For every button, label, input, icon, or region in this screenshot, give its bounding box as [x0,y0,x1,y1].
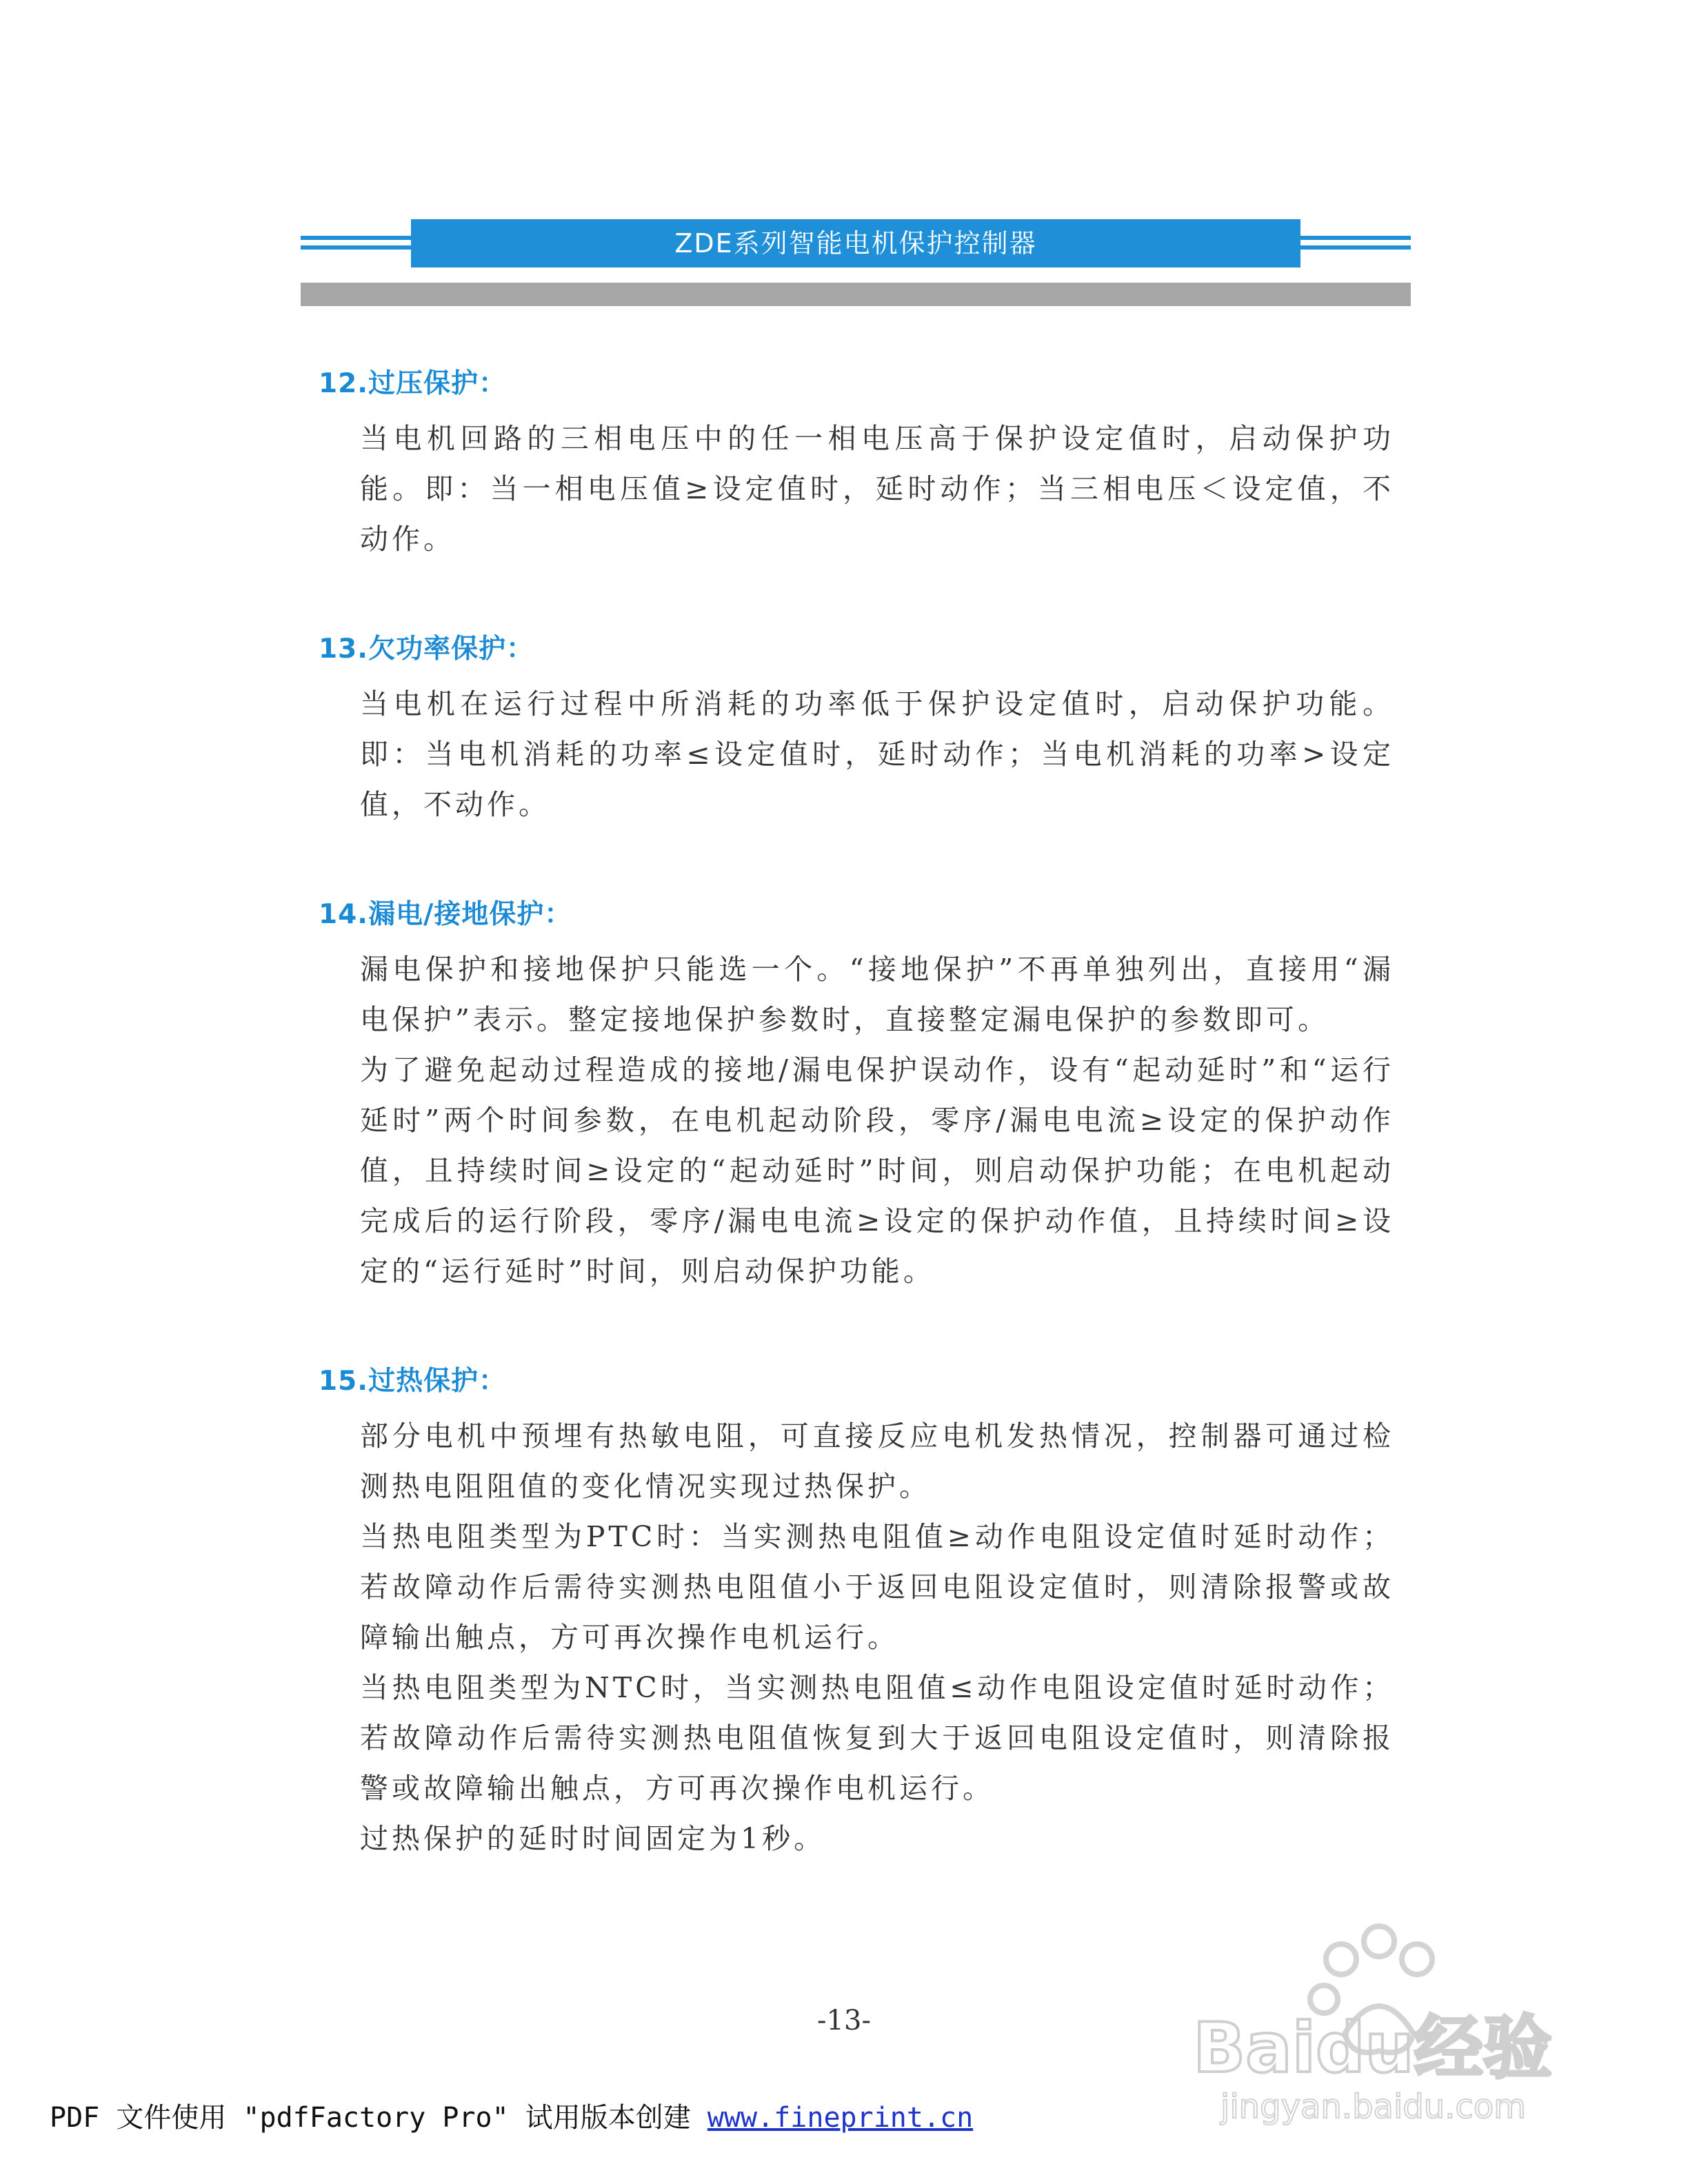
header-right-line-bottom [1300,245,1411,250]
svg-text:jingyan.baidu.com: jingyan.baidu.com [1220,2087,1526,2126]
header-left-line-bottom [301,245,411,250]
footer-link[interactable]: www.fineprint.cn [707,2102,974,2134]
section-paragraph: 为了避免起动过程造成的接地/漏电保护误动作，设有“起动延时”和“运行延时”两个时间参数，在电机起动阶段，零序/漏电电流≥设定的保护动作值，且持续时间≥设定的“起动延时”时间，则启动保护功能；在电机起动完成后的运行阶段，零序/漏电电流≥设定的保护动作值，且持续时间≥设定的“运行延时”时间，则启动保护功能。 [360,1053,1394,1288]
page-content [319,365,1408,1930]
footer-text: PDF 文件使用 "pdfFactory Pro" 试用版本创建 [50,2102,707,2134]
section-paragraph: 当热电阻类型为PTC时：当实测热电阻值≥动作电阻设定值时延时动作；若故障动作后需待实测热电阻值小于返回电阻设定值时，则清除报警或故障输出触点，方可再次操作电机运行。 [360,1520,1394,1654]
header-title: ZDE系列智能电机保护控制器 [411,219,1300,267]
section-paragraph: 当电机在运行过程中所消耗的功率低于保护设定值时，启动保护功能。即：当电机消耗的功率≤设定值时，延时动作；当电机消耗的功率>设定值，不动作。 [360,687,1394,821]
section-paragraph: 当热电阻类型为NTC时，当实测热电阻值≤动作电阻设定值时延时动作；若故障动作后需待实测热电阻值恢复到大于返回电阻设定值时，则清除报警或故障输出触点，方可再次操作电机运行。 [360,1671,1394,1805]
header-right-line-top [1300,236,1411,240]
section-title: 12.过压保护： [319,368,507,399]
page-number: -13- [817,2005,871,2036]
section-paragraph: 过热保护的延时时间固定为1秒。 [360,1822,826,1855]
svg-text:Baidu经验: Baidu经验 [1193,2008,1552,2088]
section-paragraph: 部分电机中预埋有热敏电阻，可直接反应电机发热情况，控制器可通过检测热电阻阻值的变化情况实现过热保护。 [360,1419,1394,1503]
pdf-footer [50,2096,973,2135]
header-left-line-top [301,236,411,240]
section-leakage-ground [319,896,1408,1297]
section-title: 13.欠功率保护： [319,634,534,665]
section-overvoltage [319,365,1408,565]
running-header [301,219,1411,309]
section-title: 14.漏电/接地保护： [319,899,572,930]
header-gray-bar [301,283,1411,306]
section-underpower [319,631,1408,830]
section-paragraph: 漏电保护和接地保护只能选一个。“接地保护”不再单独列出，直接用“漏电保护”表示。整定接地保护参数时，直接整定漏电保护的参数即可。 [360,953,1394,1036]
baidu-watermark-logo [1172,1903,1586,2130]
section-title: 15.过热保护： [319,1366,507,1397]
section-overheat [319,1363,1408,1864]
section-paragraph: 当电机回路的三相电压中的任一相电压高于保护设定值时，启动保护功能。即：当一相电压值≥设定值时，延时动作；当三相电压＜设定值，不动作。 [360,422,1394,556]
